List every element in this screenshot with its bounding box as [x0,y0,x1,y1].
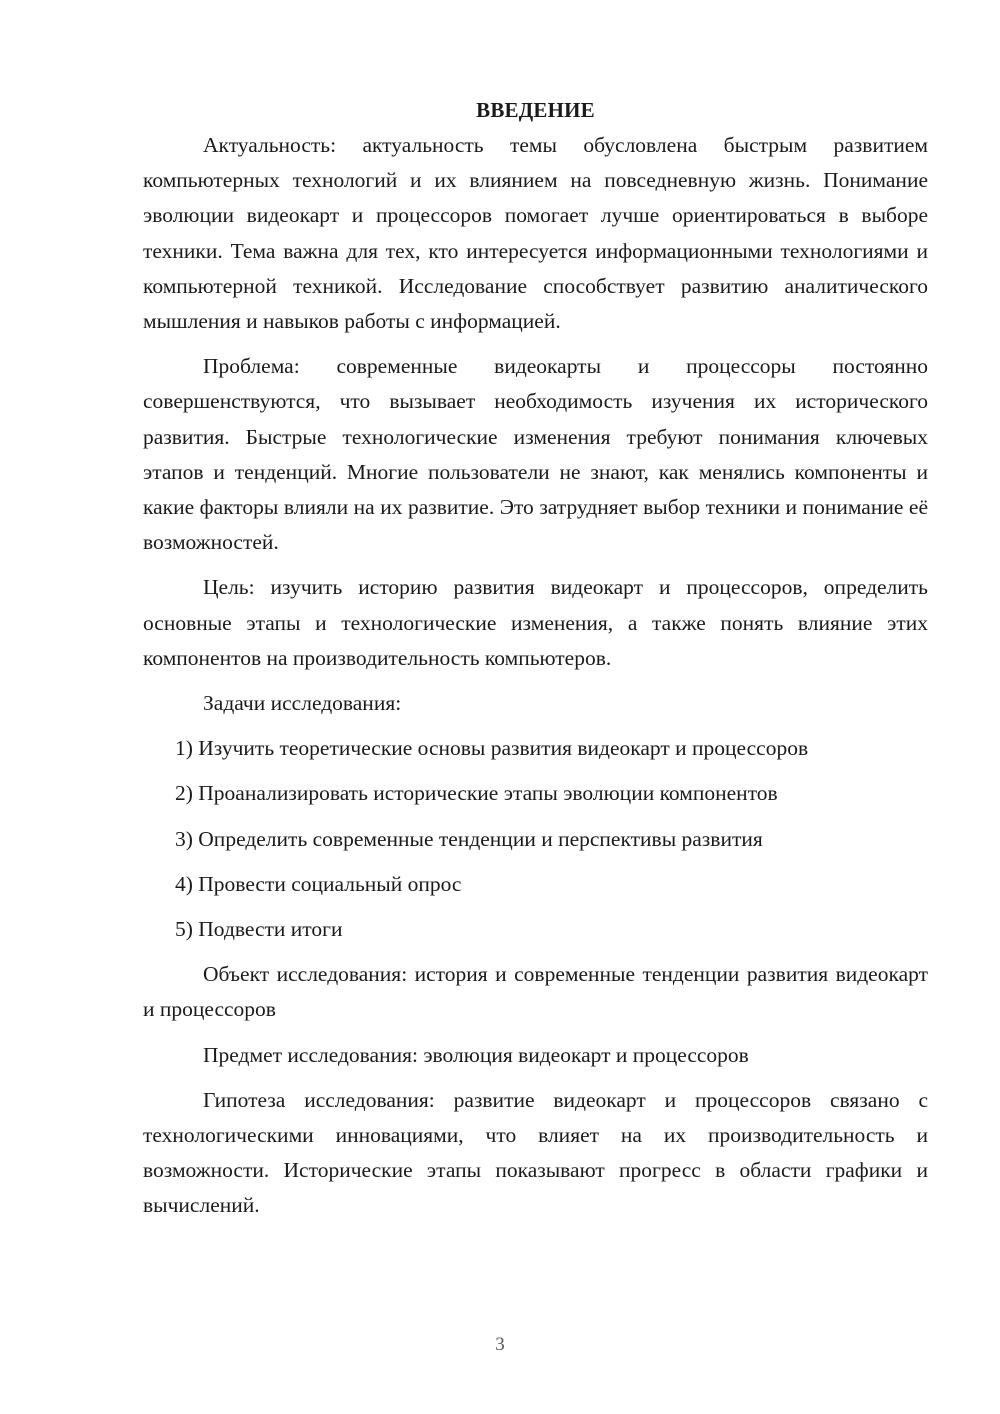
page-content [143,92,928,1224]
task-item-3: 3) Определить современные тенденции и перспективы развития [175,826,763,851]
task-item-2: 2) Проанализировать исторические этапы эволюции компонентов [175,781,778,806]
task-item-4: 4) Провести социальный опрос [175,871,462,896]
page-number: 3 [495,1334,505,1355]
hypothesis-paragraph: Гипотеза исследования: развитие видеокарт и процессоров связано с технологическими инновациями, что влияет на их производительность и возможности. Исторические этапы показывают прогресс в области графики и вычислений. [143,1087,928,1218]
relevance-paragraph: Актуальность: актуальность темы обусловлена быстрым развитием компьютерных технологий и их влиянием на повседневную жизнь. Понимание эволюции видеокарт и процессоров помогает лучше ориентироваться в выборе техники. Тема важна для тех, кто интересуется информационными технологиями и компьютерной техникой. Исследование способствует развитию аналитического мышления и навыков работы с информацией. [143,133,928,334]
object-paragraph: Объект исследования: история и современные тенденции развития видеокарт и процессоров [143,962,928,1022]
tasks-heading: Задачи исследования: [203,691,402,716]
task-item-1: 1) Изучить теоретические основы развития видеокарт и процессоров [175,736,809,761]
page-title: ВВЕДЕНИЕ [476,98,595,122]
task-item-5: 5) Подвести итоги [175,917,343,942]
subject-paragraph: Предмет исследования: эволюция видеокарт и процессоров [203,1042,749,1067]
goal-paragraph: Цель: изучить историю развития видеокарт и процессоров, определить основные этапы и технологические изменения, а также понять влияние этих компонентов на производительность компьютеров. [143,575,928,670]
problem-paragraph: Проблема: современные видеокарты и процессоры постоянно совершенствуются, что вызывает необходимость изучения их исторического развития. Быстрые технологические изменения требуют понимания ключевых этапов и тенденций. Многие пользователи не знают, как менялись компоненты и какие факторы влияли на их развитие. Это затрудняет выбор техники и понимание её возможностей. [143,354,928,555]
